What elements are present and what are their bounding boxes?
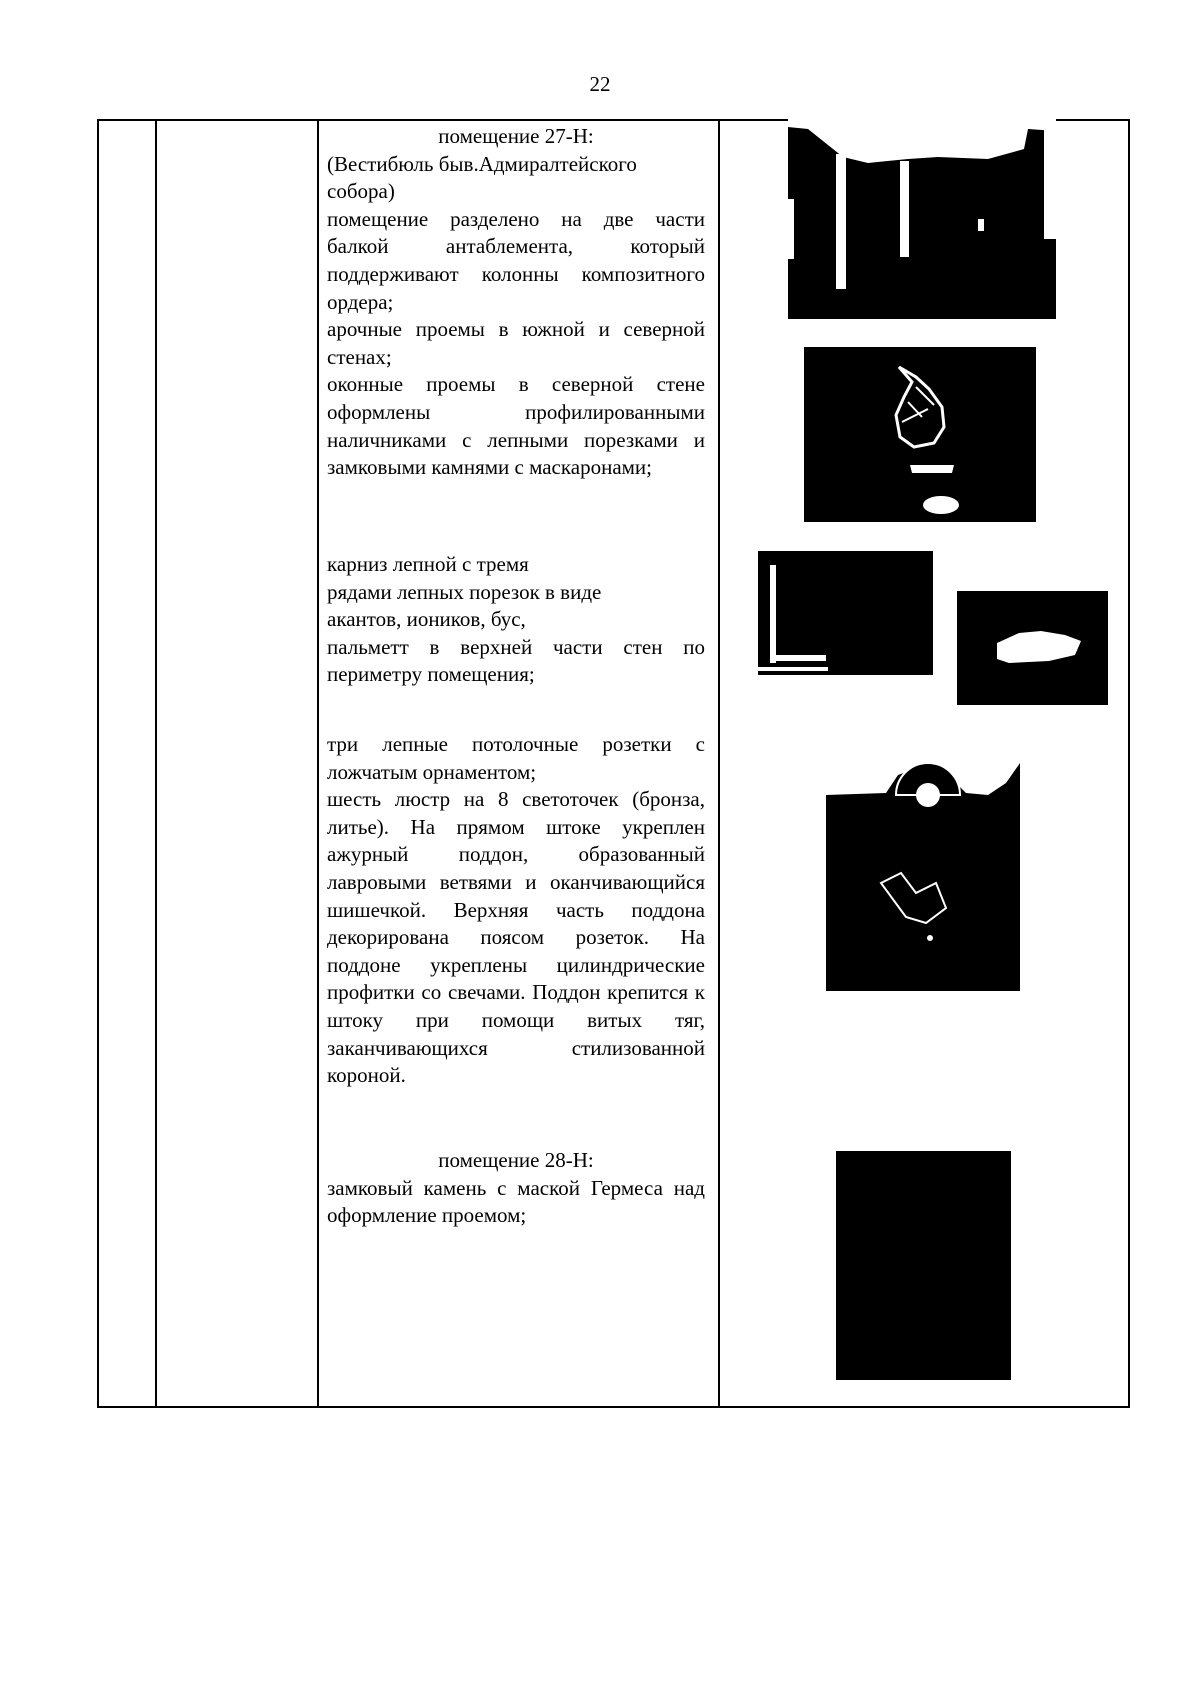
description-block-room-28 (327, 1147, 705, 1230)
hermes-keystone-photo (836, 1151, 1011, 1380)
description-block-cornice (327, 551, 705, 689)
description-line: рядами лепных порезок в виде (327, 579, 602, 604)
window-mascaron-photo (804, 347, 1036, 522)
table-column-divider (718, 121, 720, 1406)
description-line: шесть люстр на 8 светоточек (бронза, литье). На прямом штоке укреплен ажурный поддон, образованный лавровыми ветвями и оканчивающийся шишечкой. Верхняя часть поддона декорирована поясом розеток. На поддоне укреплены цилиндрические профитки со свечами. Поддон крепится к штоку при помощи витых тяг, заканчивающихся стилизованной короной. (327, 787, 705, 1088)
description-line: помещение разделено на две части балкой антаблемента, который поддерживают колонны композитного ордера; (327, 206, 705, 314)
table-column-divider (155, 121, 157, 1406)
description-line: карниз лепной с тремя (327, 552, 529, 576)
room-heading: помещение 27-Н: (438, 124, 594, 148)
room-heading: помещение 28-Н: (438, 1148, 594, 1172)
description-block-chandeliers (327, 731, 705, 1090)
description-line: замковый камень с маской Гермеса над оформление проемом; (327, 1175, 705, 1228)
description-block-room-27 (327, 123, 705, 482)
description-line: акантов, иоников, бус, (327, 607, 526, 632)
description-line: три лепные потолочные розетки с ложчатым орнаментом; (327, 732, 705, 784)
cornice-ornament-photo (957, 591, 1108, 705)
cornice-detail-photo (758, 551, 933, 675)
description-line: оконные проемы в северной стене оформлены профилированными наличниками с лепными порезками и замковыми камнями с маскаронами; (327, 372, 705, 480)
vestibule-columns-photo (788, 119, 1056, 319)
chandelier-rosette-photo (826, 733, 1020, 991)
description-line: арочные проемы в южной и северной стенах; (327, 317, 705, 369)
page-number: 22 (589, 72, 611, 96)
description-line: пальметт в верхней части стен по периметру помещения; (327, 634, 705, 687)
table-column-divider (317, 121, 319, 1406)
description-line: (Вестибюль быв.Адмиралтейского собора) (327, 151, 637, 204)
